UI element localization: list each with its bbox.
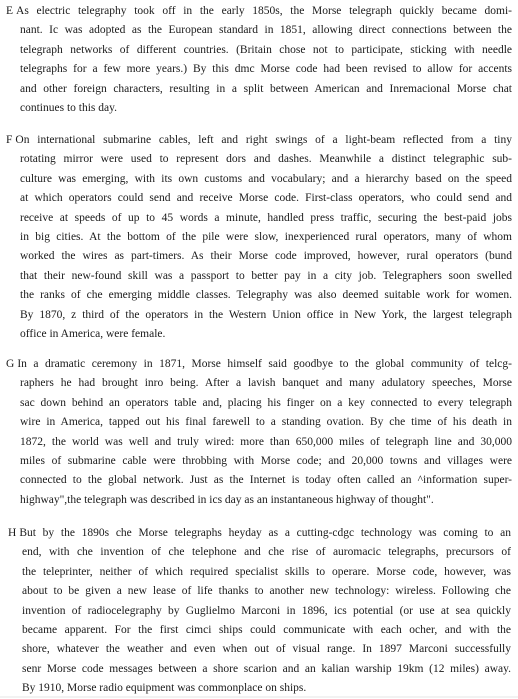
paragraph-line: invention of radiocelegraphy by Guglielmo Marconi in 1896, ics potential (or use at sea quickly — [22, 604, 511, 617]
paragraph-line: office in America, were female. — [20, 328, 166, 341]
paragraph-line: F On international submarine cables, left and right swings of a light-beam reflected from a tiny — [6, 134, 512, 146]
paragraph-line: 1872, the world was well and truly wired: more than 650,000 miles of telegraph line and 30,000 — [20, 435, 512, 448]
paragraph-line: telegraphs for a few more years.) By this dmc Morse code had been revised to allow for accents — [20, 63, 512, 76]
paragraph-line: miles of submarine cable were throbbing with Morse code; and 20,000 towns and villages were — [20, 455, 512, 468]
paragraph-line: telegraph networks of different countries. (Britain chose not to participate, sticking with needle — [20, 43, 512, 56]
paragraph-f — [6, 131, 512, 344]
paragraph-line: continues to this day. — [20, 102, 117, 115]
paragraph-line: senr Morse code messages between a shore scarion and an kalian warship 19km (12 miles) away. — [22, 662, 511, 675]
paragraph-e — [6, 2, 512, 118]
paragraph-line: connected to the global network. Just as the Internet is today often called an ^information super- — [20, 474, 512, 487]
paragraph-line: and other foreign characters, resulting in a split between American and Inremacional Morse chat — [20, 82, 512, 95]
paragraph-line: the teleprinter, neither of which required specialist skills to operare. Morse code, however, was — [22, 565, 511, 578]
paragraph-line: culture was emerging, with its own customs and vocabulary; and a hierarchy based on the speed — [20, 172, 512, 185]
paragraph-line: H But by the 1890s che Morse telegraphs heyday as a cutting-cdgc technology was coming to an — [8, 527, 511, 539]
paragraph-line: receive at speeds of up to 45 words a minute, handled press traffic, securing the best-paid jobs — [20, 211, 512, 224]
paragraph-line: rotating mirror were used to represent dors and dashes. Meanwhile a distinct telegraphic sub- — [20, 153, 512, 166]
paragraph-line: became apparent. For the first cimci ships could communicate with each ocher, and with the — [22, 624, 511, 637]
paragraph-line: wire in America, tapped out his final farewell to a standing ovation. By che time of his death in — [20, 416, 512, 429]
paragraph-line: end, with che invention of che telephone and che rise of auromacic telegraphs, precursors of — [22, 546, 511, 559]
paragraph-letter: E — [6, 5, 14, 17]
paragraph-line: the ranks of che emerging middle classes. Telegraphy was also deemed suitable work for women. — [20, 289, 512, 302]
paragraph-line: By 1870, z third of the operators in the Western Union office in New York, the largest telegraph — [20, 308, 512, 321]
paragraph-letter: G — [6, 358, 15, 370]
paragraph-line: highway",the telegraph was described in ics day as an instantaneous highway of thought". — [20, 493, 434, 506]
paragraph-h — [8, 524, 511, 699]
paragraph-line: sac down behind an operators table and, placing his finger on a key connected to every telegraph — [20, 396, 512, 409]
paragraph-line: By 1910, Morse radio equipment was commonplace on ships. — [22, 682, 307, 695]
paragraph-line: in big cities. At the bottom of the pile were slow, inexperienced rural operators, many of whom — [20, 231, 512, 244]
paragraph-letter: F — [6, 134, 13, 146]
paragraph-line: shore, whatever the weather and even when out of visual range. In 1897 Marconi successfully — [22, 643, 511, 656]
paragraph-line: that their new-found skill was a passport to better pay in a city job. Telegraphers soon swelled — [20, 269, 512, 282]
paragraph-line: at which operators could send and receive Morse code. First-class operators, who could send and — [20, 192, 512, 205]
paragraph-line: E As electric telegraphy took off in the early 1850s, the Morse telegraph quickly became domi- — [6, 5, 512, 17]
paragraph-line: raphers he had brought inro being. After a lavish banquet and many adulatory speeches, Morse — [20, 377, 512, 390]
paragraph-line: nant. Ic was adopted as the European standard in 1851, allowing direct connections between the — [20, 24, 512, 37]
paragraph-line: worked the wires as part-timers. As their Morse code improved, however, rural operators (bund — [20, 250, 512, 263]
paragraph-line: G In a dramatic ceremony in 1871, Morse himself said goodbye to the global community of telcg- — [6, 358, 512, 370]
paragraph-letter: H — [8, 527, 17, 539]
paragraph-line: about to be given a new lease of life thanks to another new technology: wireless. Following che — [22, 585, 511, 598]
paragraph-g — [6, 355, 512, 510]
